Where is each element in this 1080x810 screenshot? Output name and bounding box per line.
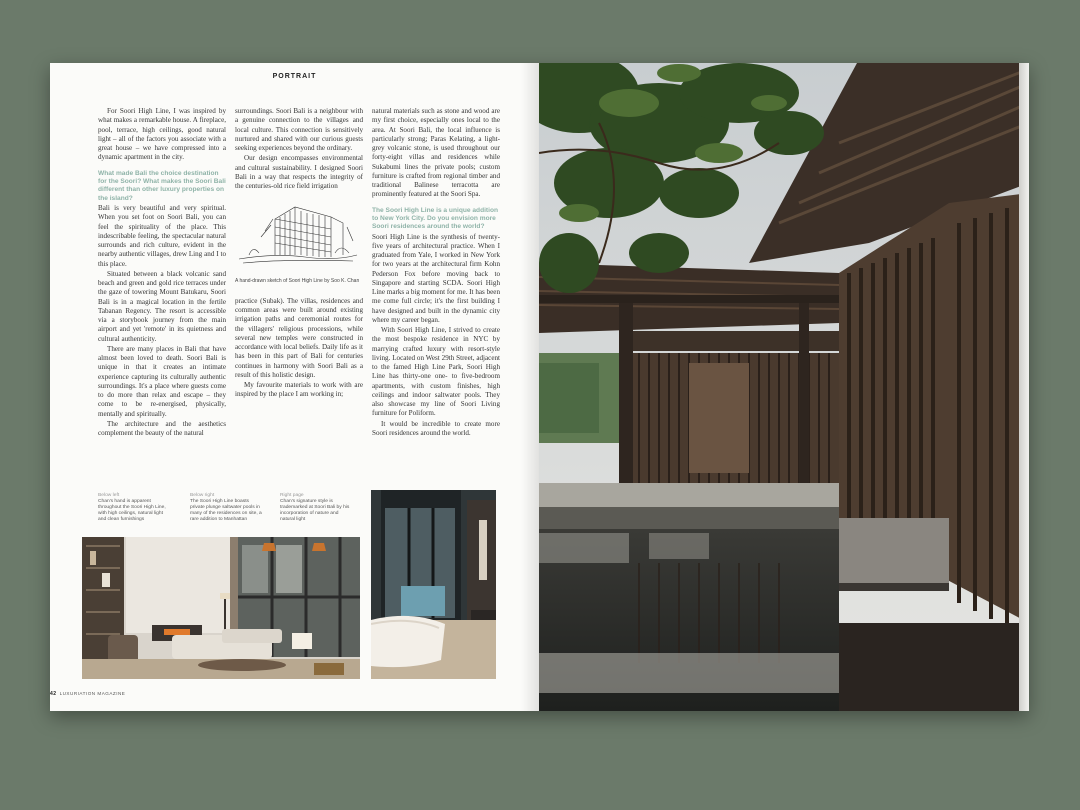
text-column-2 — [235, 107, 363, 401]
sketch-caption: A hand-drawn sketch of Soori High Line by Soo K. Chan — [235, 278, 360, 285]
magazine-name: LUXURIATION MAGAZINE — [59, 691, 126, 696]
living-room-photo — [82, 537, 360, 679]
paragraph: With Soori High Line, I strived to create the most bespoke residence in NYC by marrying crafted luxury with resort-style living. Located on West 29th Street, adjacent to the famed High Line Park, Soori High Line has thirty-one one- to five-bedroom apartments, with custom finishes, high ceilings and indoor saltwater pools. They also showcase my line of Soori Living furniture for Poliform. — [372, 326, 500, 418]
caption-below-left — [98, 493, 172, 523]
interview-question: The Soori High Line is a unique addition to New York City. Do you envision more Soori residences around the world? — [372, 206, 499, 231]
paragraph: It would be incredible to create more Soori residences around the world. — [372, 419, 500, 437]
interview-question: What made Bali the choice destination for the Soori? What makes the Soori Bali different than other luxury properties on the island? — [98, 169, 226, 202]
paragraph: For Soori High Line, I was inspired by what makes a remarkable house. A fireplace, pool, terrace, high ceilings, good natural light – all of the factors you associate with a great house – we have compressed into a dynamic apartment in the city. — [98, 107, 226, 162]
caption-right-page — [280, 493, 354, 523]
right-page-resort-photo — [539, 63, 1029, 711]
gutter-shadow — [521, 63, 539, 711]
left-page — [50, 63, 539, 711]
photo-captions — [98, 493, 348, 539]
building-sketch-illustration — [235, 197, 361, 275]
bathroom-photo — [371, 490, 496, 679]
paragraph: My favourite materials to work with are inspired by the place I am working in; — [235, 381, 363, 399]
paragraph: practice (Subak). The villas, residences and common areas were built around existing irrigation paths and ceremonial routes for the villagers' religious processions, while several new temples were constructed in accordance with local beliefs. Daily life as it has been in this part of Bali for centuries continues in harmony with Soori Bali as a result of this holistic design. — [235, 296, 363, 379]
paragraph: Soori High Line is the synthesis of twenty-five years of architectural practice. When I graduated from Yale, I worked in New York for two years at the architectural firm Kohn Pederson Fox before moving back to Singapore and starting SCDA. Soori High Line marks a big moment for me. It has been me come full circle; it's the first building I have designed and built in the dynamic city where my career began. — [372, 232, 500, 324]
paragraph: surroundings. Soori Bali is a neighbour with a genuine connection to the villages and local culture. This connection is sensitively nurtured and shared with our curious guests seeking experiences beyond the ordinary. — [235, 107, 363, 152]
page-edge — [1019, 63, 1029, 711]
paragraph: natural materials such as stone and wood are my first choice, especially ones local to the area. At Soori Bali, the local influence is particularly strong; Paras Kelating, a light-grey volcanic stone, is used throughout our forty-eight villas and residences while Sukabumi lines the private pools; custom furniture is crafted from regional timber and traditional Balinese terracotta are prominently featured at the Soori Spa. — [372, 107, 500, 199]
caption-below-right — [190, 493, 264, 523]
caption-heading: Below right — [190, 493, 215, 498]
paragraph: There are many places in Bali that have almost been loved to death. Soori Bali is unique in that it creates an intimate experience capturing its culturally authentic surroundings. It's a place where guests come to do more than relax and escape – they come to be re-energised, physically, mentally and spiritually. — [98, 344, 226, 418]
paragraph: Our design encompasses environmental and cultural sustainability. I designed Soori Bali in a way that respects the integrity of the centuries-old rice field irrigation — [235, 154, 363, 190]
page-number: 42 — [50, 691, 57, 697]
caption-text: The Soori High Line boasts private plunge saltwater pools in many of the residences on site, a rare addition to Manhattan — [190, 499, 262, 523]
paragraph: Situated between a black volcanic sand beach and green and gold rice terraces under the gaze of towering Mount Batukaru, Soori Bali is in a magical location in the fertile Tabanan Regency. The resort is accessible via a storybook journey from the main airport and yet 'remote' in its quietness and cultural authenticity. — [98, 269, 226, 343]
section-title: PORTRAIT — [272, 73, 317, 80]
caption-text: Chan's hand is apparent throughout the Soori High Line, with high ceilings, natural light and clean furnishings — [98, 499, 166, 523]
caption-heading: Right page — [280, 493, 304, 498]
caption-text: Chan's signature style is trademarked at Soori Bali by his incorporation of nature and natural light — [280, 499, 350, 523]
caption-heading: Below left — [98, 493, 120, 498]
text-column-1 — [98, 107, 226, 439]
magazine-spread — [50, 63, 1029, 711]
page-footer — [50, 691, 125, 697]
text-column-3 — [372, 107, 500, 439]
paragraph: Bali is very beautiful and very spiritual. When you set foot on Soori Bali, you can feel the spirituality of the place. This indescribable feeling, the spectacular natural surrounds and rich culture, evident in the nearby authentic villages, drew Ling and I to this place. — [98, 204, 226, 268]
paragraph: The architecture and the aesthetics complement the beauty of the natural — [98, 419, 226, 438]
